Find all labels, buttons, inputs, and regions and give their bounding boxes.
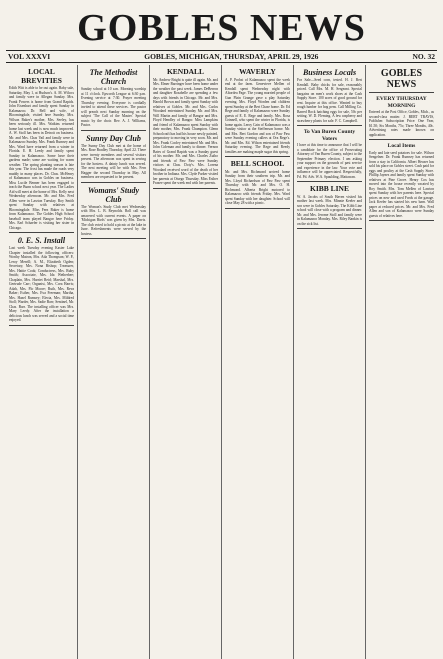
section-heading: Local Items — [387, 143, 416, 149]
section-heading: LOCAL BREVITIES — [21, 67, 62, 85]
section-divider — [81, 182, 146, 183]
section-heading: KIBB LINE — [310, 184, 349, 193]
section-divider — [369, 139, 434, 140]
column-4 — [222, 65, 294, 659]
section-body: Entered at the Post Office, Gobles, Mich., as second-class matter. J. BERT TRAVIS, Publisher. Subscription Price: One Year, $1.50; Six Months, 75c; Three Months, 40c. Advertising rates made known on application. — [369, 110, 434, 137]
section-body: Mr. and Mrs. Richmond arrived home Sunday from their southern trip. Mr. and Mrs. Lloyd Richardson of Paw Paw spent Thursday with Mr. and Mrs. O. H. Richmond. Alberta Bright motored to Kalamazoo with friends Friday. Mrs. Ward spent Sunday with her daughter. School will close May 28 with a picnic. — [225, 169, 290, 205]
section-body: Early and late seed potatoes for sale. Wilson Sengelner. Dr. Frank Rumsey has returned from a stay in California. Albert Heuser has sold his place on Gobles street. Cash paid for eggs and poultry at the Cash Supply Store. Phillip Jaynes and family spent Sunday with relatives at Pine Grove. Henry Cox has moved into the house recently vacated by Roy Smith. Mrs. Tom Mellen of Lawton spent Sunday with her parents here. Special prices on new and used Fords at the garage. Jack Keeler has started his new barn. Wall paper at reduced prices. Mr. and Mrs. Fred Allen and son of Kalamazoo were Sunday guests of relatives here. — [369, 150, 434, 218]
section-divider — [297, 228, 362, 229]
location-date: GOBLES, MICHIGAN, THURSDAY, APRIL 29, 1926 — [144, 52, 319, 61]
section-body: The Sunny Day Club met at the home of Mrs. Rose Bradley Thursday, April 22. There were twenty members and several visitors present. The afternoon was spent in sewing for the hostess. A dainty lunch was served. The next meeting will be with Mrs. Fern Hagger the second Thursday in May. All members are requested to be present. — [81, 143, 147, 179]
section-heading: Business Locals — [302, 68, 357, 77]
volume-label: VOL XXXVI — [8, 52, 51, 61]
section-body: I have at this time to announce that I will be a candidate for the office of Prosecuting Attorney of Van Buren County, subject to the September Primary election. I am asking your support on the grounds of past service and experience in the law. Your vote and influence will be appreciated. Respectfully, Fd. Pd. Adv. W.A. Spaulding, Mattawan. — [297, 143, 362, 179]
section-divider — [225, 208, 290, 209]
section-divider — [9, 232, 74, 233]
section-heading: EVERY THURSDAY MORNING — [376, 96, 427, 109]
column-6 — [366, 65, 437, 659]
section-divider — [153, 188, 218, 189]
section-heading: To Van Buren County Voters — [303, 129, 356, 142]
section-body: Sunday school at 10 a.m. Morning worship at 11 o'clock. Epworth League at 6:30 p.m. Evening service at 7:30. Prayer meeting Thursday evening. Everyone is cordially invited to attend these services. The pastor will preach next Sunday morning on the subject 'The Call of the Master.' Special music by the choir. Rev. A. J. Williams, Pastor. — [81, 87, 146, 127]
section-heading: WAVERLY — [239, 67, 276, 76]
section-heading: GOBLES NEWS — [380, 68, 423, 90]
columns-container — [6, 65, 437, 659]
issue-number: NO. 32 — [412, 52, 435, 61]
section-divider — [297, 125, 362, 126]
section-divider — [297, 181, 362, 182]
column-3 — [150, 65, 222, 659]
section-divider — [369, 92, 434, 93]
section-body: Mr. Andrew Bright is quite ill again. Mr. and Mrs. Elmer Barringer have been home under the weather the past week. James DeBerron and daughter Rosabelle are spending a few days with friends in Chicago. Mr. and Mrs. Harold Brown and family spent Sunday with relatives at Gobles. Mr. and Mrs. Carlos Woodard entertained Sunday Mr. and Mrs. Will Martin and family of Bangor and Mrs. Floyd Hendley of Bangor. Miss Lampkins and friend of Kalamazoo spent Sunday with their mother, Mrs. Frank Champion. Glenn Schoolcraft has had his house newly painted, preparatory to moving in very soon. Mr. and Mrs. Frank Cooley entertained Mr. and Mrs. John Coleman and family to dinner. Vernon Bates of Grand Rapids was a Sunday guest of his mother. Mr. and Mrs. Charles Zuibo and friends of Paw Paw were Sunday visitors at Chas. Doty's. Mrs. Lorena Woodard received word of the death of her brother in Indiana. Mrs. Clyde Parker visited her parents at Otsego Thursday. Miss Esther Frazee spent the week end with her parents. — [153, 77, 218, 185]
section-heading: Sunny Day Club — [86, 133, 141, 143]
section-heading: BELL SCHOOL — [230, 159, 285, 168]
column-1 — [6, 65, 78, 659]
masthead: GOBLES NEWS — [77, 7, 366, 49]
section-heading: 0. E. S. Install — [17, 236, 66, 245]
section-divider — [81, 238, 146, 239]
section-body: Edith Witt is able to be out again. Baby sale, Saturday, May 1, at Hudson's. A. M. Wilcox and family were in Allegan Sunday. Mrs. Frank Powers is home from Grand Rapids. John Eisenhart and family spent Sunday in Kalamazoo. Dr. Bell and wife, of Bloomingdale, visited here Sunday. Mrs. Wilson Baker's mother, Mrs. Seeley, has been seriously ill. Mrs. Watkins returned home last week and is now much improved. A. W. Stoll has been in Detroit on business. Mr. and Mrs. Chas Vail and family were in Kalamazoo Sunday. Mrs. Frank Rumsey and Mrs. Ward have returned from a winter in Florida. E. H. Leedy and family spent Sunday in Kalamazoo. Some have their gardens made; some are waiting for warm weather. The spring planting season is late this year. The frost has made the roads very muddy in many places. Dr. Chas. McHenry of Kalamazoo was in Gobles on business. Miss Lucile Benner has been engaged to teach the Bunn school next year. The Ladies Aid will meet at the home of Mrs. Kelly next Wednesday afternoon. Mr. and Mrs. Fred Allen were in Lawton Tuesday. Roy Smith spent Sunday with relatives at Bloomingdale. Miss Fern Baker is home from Kalamazoo. The Gobles High School baseball team played Bangor here Friday. Mrs. Earl Schaefer is visiting her sister in Chicago. — [9, 86, 74, 230]
section-heading: KENDALL — [166, 67, 205, 76]
section-divider — [81, 130, 146, 131]
section-body: For Sale—Seed corn, tested. H. J. Bert Kendall. Baby chicks for sale, reasonably priced. Call Mrs. M. H. Sergeant. Special bargains on men's work shoes at the Cash Supply Store. 100 acres of good ground for rent. Inquire at this office. Wanted to buy rough lumber for hog pens. Call Milling Co. Barred Rock hatching eggs for sale, 50c per setting. W. D. Fleming. A few raspberry and strawberry plants for sale. F. C. Campbell. — [297, 78, 362, 123]
section-divider — [9, 325, 74, 326]
column-5 — [294, 65, 366, 659]
section-divider — [225, 156, 290, 157]
section-body: W. A. Jacobs of South Haven visited his mother last week. Mrs. Minnie Keeler and son were in Gobles Saturday. The Kibb Line school will close with a program and dinner. Mr. and Mrs. Jerome Stoll and family were in Kalamazoo Monday. Mrs. Riley Bankin is on the sick list. — [297, 194, 362, 226]
section-body: A. P. Probst of Kalamazoo spent the week end at the farm. Genevieve Mellen of Kendall spent Wednesday night with Altordea Page. The young married people of Gun Plain Grange gave a play Saturday evening. Mrs. Floyd Worden and children spent Sunday at the Bert Chase home. Dr. Ed Rege and family of Kalamazoo were Sunday guests of E. E. Rege and family. Mrs. Rosa Grinnell, who spent the winter in Florida, is home again. Leroy Cain of Kalamazoo was a Sunday visitor at the Steffenson home. Mr. and Mrs. Bert Gordon and son of Paw Paw were Sunday evening callers at Ora Rege's. Mr. and Mrs. Ed. Wilson entertained friends Saturday evening. The Rege and Reedy families are making maple sugar this spring. — [225, 77, 290, 154]
dateline — [6, 50, 437, 63]
section-divider — [369, 220, 434, 221]
section-body: The Woman's Study Club met Wednesday with Mrs. L. B. Reynolds. Roll call was answered with current events. A paper on 'Michigan Birds' was given by Mrs. Davis. The club voted to hold a picnic at the lake in June. Refreshments were served by the hostess. — [81, 204, 146, 236]
section-body: Last week Tuesday evening Kaster Lake Chapter installed the following officers: Worthy Matron, Mrs. Ada Thompson; W. P., Leroy Merrill; A. M., Elizabeth Ogden; Secretary, Mrs. Nona Bishop; Treasurer, Mrs. Hattie Cook; Conductress, Mrs. Ruby Smith; Associate, Mrs. Ida Wetherbee; Chaplain, Mrs. Harriet Reid; Marshal, Mrs. Gertrude Carr; Organist, Mrs. Cora Harris; Adah, Mrs. Flo Moore; Ruth, Mrs. Reva Baker; Esther, Mrs. Eva Freeman; Martha, Mrs. Hazel Rumsey; Electa, Mrs. Mildred Stoll; Warder, Mrs. Sadie Barr; Sentinel, Mr. Chas. Barr. The installing officer was Mrs. Mary Leedy. After the installation a delicious lunch was served and a social time enjoyed. — [9, 246, 74, 322]
column-2 — [78, 65, 150, 659]
section-heading: Womans' Study Club — [87, 185, 140, 204]
section-heading: The Methodist Church — [89, 68, 138, 86]
